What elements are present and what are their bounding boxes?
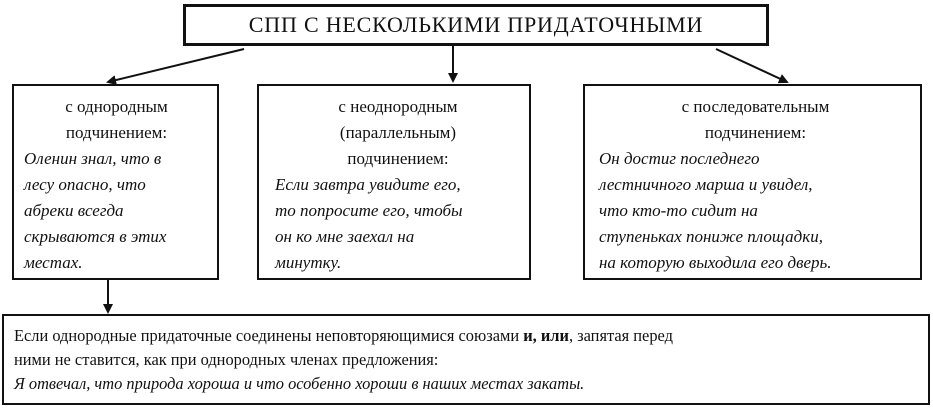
arrow-to-sequential	[716, 49, 787, 82]
note-text	[14, 324, 916, 372]
category-example: Если завтра увидите его, то попросите его, чтобы он ко мне заехал на минутку.	[275, 175, 463, 272]
category-sequential	[583, 84, 922, 280]
category-heading: с неоднородным (параллельным) подчинением:	[338, 97, 458, 168]
note-example: Я отвечал, что природа хороша и что особенно хороши в наших местах закаты.	[14, 374, 585, 393]
category-heterogeneous	[257, 84, 531, 280]
arrow-to-homogeneous	[108, 49, 244, 82]
category-example: Оленин знал, что в лесу опасно, что абреки всегда скрываются в этих местах.	[24, 149, 167, 272]
category-heading: с однородным подчинением:	[65, 97, 168, 142]
category-example: Он достиг последнего лестничного марша и увидел, что кто-то сидит на ступеньках пониже площадки, на которую выходила его дверь.	[599, 149, 832, 272]
category-homogeneous	[12, 84, 219, 280]
note-text-after: , запятая перед ними не ставится, как при однородных членах предложения:	[14, 326, 673, 369]
diagram-title: СПП С НЕСКОЛЬКИМИ ПРИДАТОЧНЫМИ	[183, 4, 769, 46]
note-conjunctions: и, или	[523, 326, 569, 345]
note-text-before: Если однородные придаточные соединены неповторяющимися союзами	[14, 326, 524, 345]
category-heading: с последовательным подчинением:	[681, 97, 830, 142]
punctuation-note	[2, 314, 930, 405]
